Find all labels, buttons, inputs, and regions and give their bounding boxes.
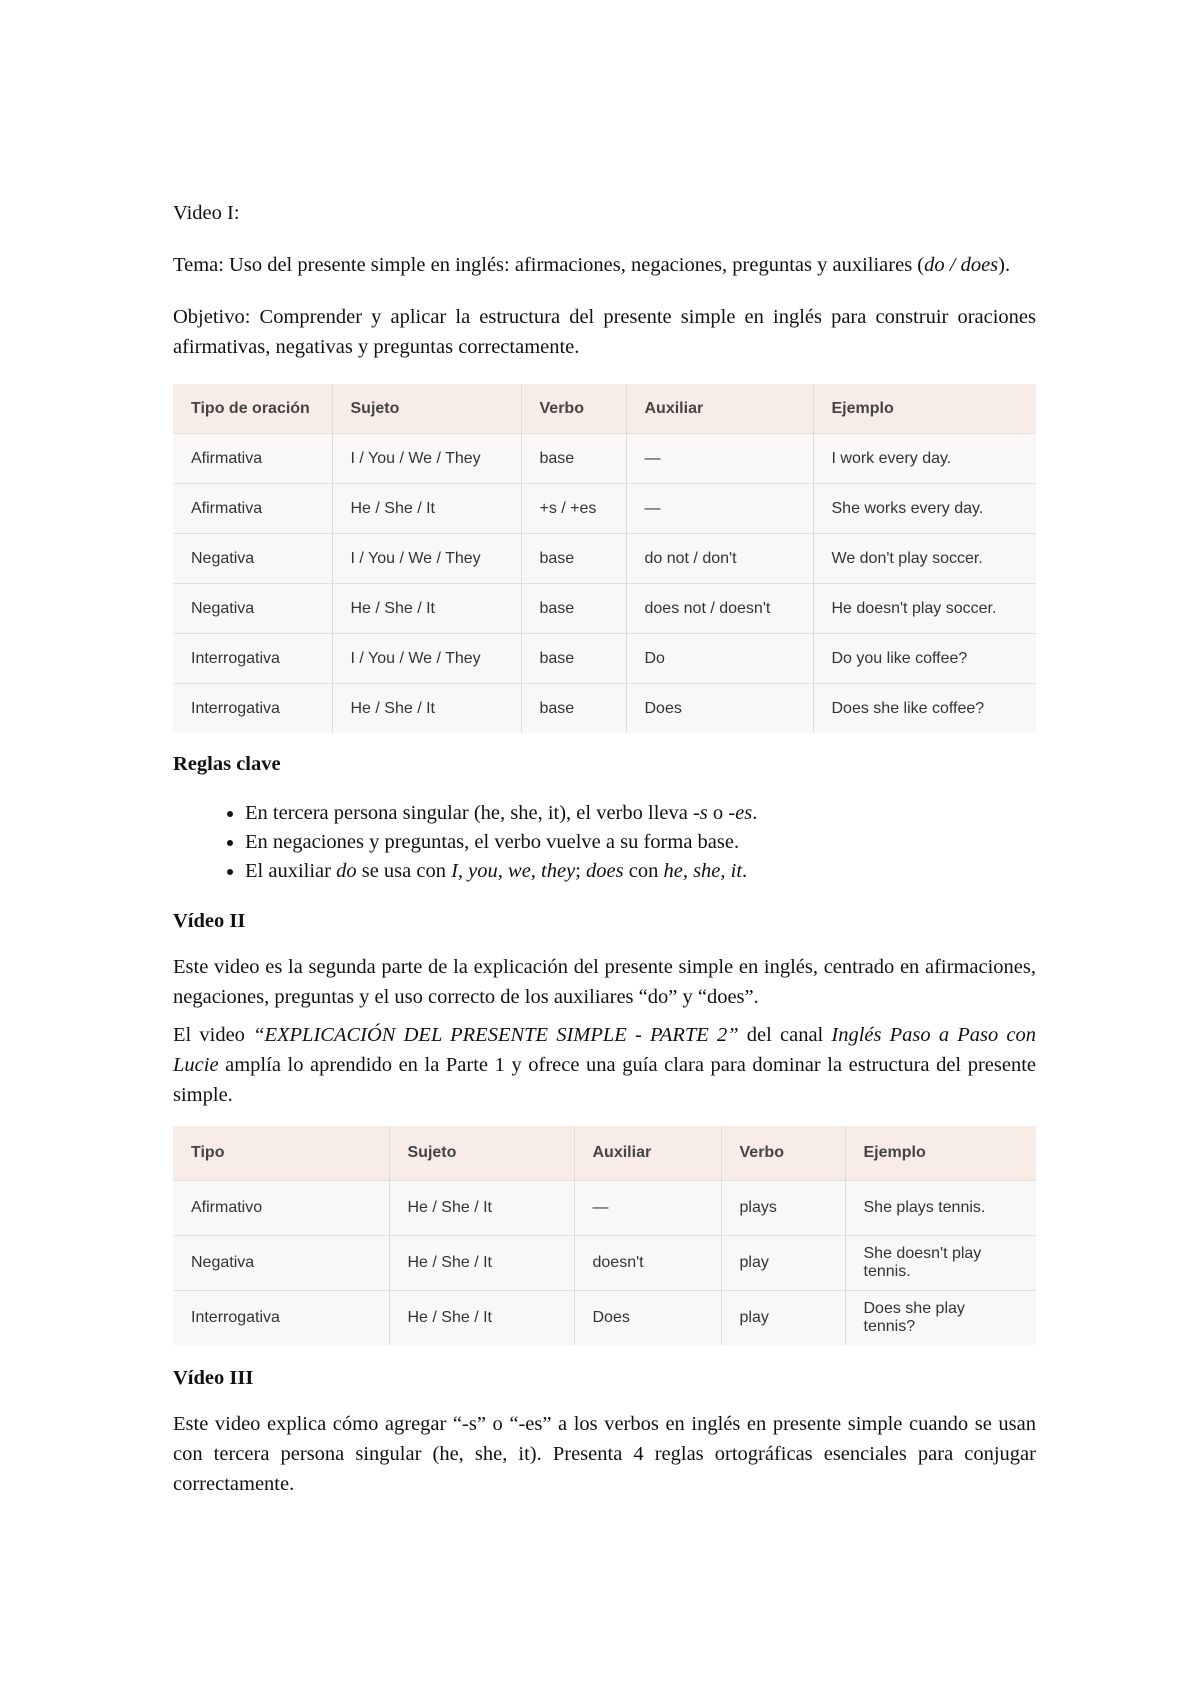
table-cell: Interrogativa — [173, 684, 332, 734]
table-cell: He / She / It — [332, 584, 521, 634]
video-2-paragraph-2 — [173, 1020, 1036, 1110]
list-item: • En negaciones y preguntas, el verbo vuelve a su forma base. — [245, 828, 1036, 857]
header-cell: Tipo — [173, 1126, 389, 1181]
table-cell: She plays tennis. — [845, 1181, 1036, 1236]
rules-list — [173, 799, 1036, 886]
video-3-paragraph: Este video explica cómo agregar “-s” o “-es” a los verbos en inglés en presente simple cuando se usan con tercera persona singular (he, she, it). Presenta 4 reglas ortográficas esenciales para conjugar correctamente. — [173, 1413, 1036, 1495]
table-row — [173, 584, 1036, 634]
rule-italic: I, you, we, they — [451, 860, 576, 882]
table-cell: — — [626, 484, 813, 534]
table-cell: Afirmativa — [173, 434, 332, 484]
p2-channel-name: Inglés Paso a Paso con Lucie — [173, 1024, 1036, 1076]
table-cell: Negativa — [173, 534, 332, 584]
tema-paragraph — [173, 250, 1036, 280]
table-row — [173, 1181, 1036, 1236]
header-cell: Sujeto — [389, 1126, 574, 1181]
table-cell: Does she like coffee? — [813, 684, 1036, 734]
table-cell: He / She / It — [389, 1236, 574, 1291]
rule-text: se usa con — [356, 860, 452, 882]
table-cell: base — [521, 534, 626, 584]
p2-text: El video — [173, 1024, 254, 1046]
table-cell: Negativa — [173, 584, 332, 634]
table-cell: base — [521, 584, 626, 634]
table-cell: play — [721, 1236, 845, 1291]
video-2-heading: Vídeo II — [173, 910, 246, 932]
tema-text: Tema: Uso del presente simple en inglés: afirmaciones, negaciones, preguntas y auxiliares ( — [173, 254, 925, 276]
table-cell: Do — [626, 634, 813, 684]
table-cell: Interrogativa — [173, 1291, 389, 1346]
table-cell: Does she play tennis? — [845, 1291, 1036, 1346]
table-cell: Afirmativa — [173, 484, 332, 534]
table-cell: He doesn't play soccer. — [813, 584, 1036, 634]
table-row — [173, 684, 1036, 734]
video-2-paragraph-1: Este video es la segunda parte de la explicación del presente simple en inglés, centrado en afirmaciones, negaciones, preguntas y el uso correcto de los auxiliares “do” y “does”. — [173, 956, 1036, 1008]
table-row — [173, 1236, 1036, 1291]
rule-text: con — [623, 860, 664, 882]
third-person-table — [173, 1126, 1036, 1345]
list-item — [245, 857, 1036, 886]
document-content — [173, 198, 1036, 1499]
table-cell: — — [626, 434, 813, 484]
header-cell: Verbo — [721, 1126, 845, 1181]
table-row — [173, 634, 1036, 684]
table-cell: Afirmativo — [173, 1181, 389, 1236]
table-cell: base — [521, 684, 626, 734]
rule-text: . — [752, 802, 758, 824]
rule-italic: does — [586, 860, 624, 882]
table-row — [173, 434, 1036, 484]
table-cell: +s / +es — [521, 484, 626, 534]
table-cell: do not / don't — [626, 534, 813, 584]
rule-text: El auxiliar — [245, 860, 337, 882]
table-row — [173, 484, 1036, 534]
table-cell: I / You / We / They — [332, 534, 521, 584]
rule-text: . — [742, 860, 748, 882]
rule-italic: -es — [728, 802, 753, 824]
rule-italic: he, she, it — [663, 860, 743, 882]
header-cell: Sujeto — [332, 384, 521, 434]
header-cell: Tipo de oración — [173, 384, 332, 434]
table-cell: We don't play soccer. — [813, 534, 1036, 584]
table-cell: does not / doesn't — [626, 584, 813, 634]
p2-video-title: “EXPLICACIÓN DEL PRESENTE SIMPLE - PARTE 2” — [253, 1024, 739, 1046]
header-cell: Auxiliar — [626, 384, 813, 434]
tema-suffix: ). — [998, 254, 1011, 276]
rule-text: o — [707, 802, 729, 824]
table-cell: He / She / It — [332, 484, 521, 534]
rule-text: En tercera persona singular (he, she, it), el verbo lleva — [245, 802, 693, 824]
rule-text: ; — [575, 860, 587, 882]
p2-text: del canal — [738, 1024, 832, 1046]
table-cell: I work every day. — [813, 434, 1036, 484]
table-cell: She doesn't play tennis. — [845, 1236, 1036, 1291]
table-cell: He / She / It — [389, 1291, 574, 1346]
list-item — [245, 799, 1036, 828]
header-cell: Ejemplo — [813, 384, 1036, 434]
table-cell: She works every day. — [813, 484, 1036, 534]
rule-italic: -s — [692, 802, 708, 824]
header-cell: Ejemplo — [845, 1126, 1036, 1181]
table-cell: I / You / We / They — [332, 434, 521, 484]
table-cell: base — [521, 634, 626, 684]
video-1-label: Video I: — [173, 202, 240, 224]
table-cell: Do you like coffee? — [813, 634, 1036, 684]
table-cell: play — [721, 1291, 845, 1346]
table-cell: I / You / We / They — [332, 634, 521, 684]
table-cell: He / She / It — [389, 1181, 574, 1236]
table-cell: He / She / It — [332, 684, 521, 734]
table-cell: Does — [626, 684, 813, 734]
objetivo-paragraph: Objetivo: Comprender y aplicar la estructura del presente simple en inglés para construir oraciones afirmativas, negativas y preguntas correctamente. — [173, 306, 1036, 358]
rules-heading: Reglas clave — [173, 753, 281, 775]
table-cell: — — [574, 1181, 721, 1236]
video-3-heading: Vídeo III — [173, 1367, 254, 1389]
header-cell: Verbo — [521, 384, 626, 434]
table-row — [173, 534, 1036, 584]
table-row — [173, 1291, 1036, 1346]
header-cell: Auxiliar — [574, 1126, 721, 1181]
rule-italic: do — [336, 860, 357, 882]
table-header-row — [173, 1126, 1036, 1181]
tema-italic: do / does — [924, 254, 999, 276]
present-simple-table — [173, 384, 1036, 733]
table-cell: Negativa — [173, 1236, 389, 1291]
table-cell: Interrogativa — [173, 634, 332, 684]
table-header-row — [173, 384, 1036, 434]
table-cell: plays — [721, 1181, 845, 1236]
table-cell: doesn't — [574, 1236, 721, 1291]
p2-text: amplía lo aprendido en la Parte 1 y ofrece una guía clara para dominar la estructura del presente simple. — [173, 1054, 1036, 1106]
table-cell: Does — [574, 1291, 721, 1346]
table-cell: base — [521, 434, 626, 484]
